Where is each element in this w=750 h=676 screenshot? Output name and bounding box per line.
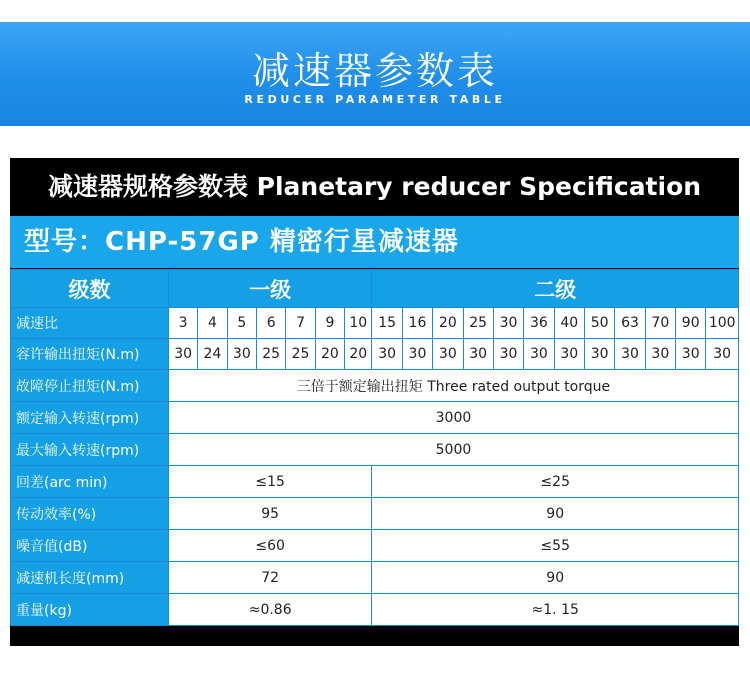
page-subtitle: REDUCER PARAMETER TABLE xyxy=(244,93,506,106)
torque-label: 容许输出扭矩(N.m) xyxy=(11,339,169,370)
weight-row xyxy=(11,594,739,626)
stage-row xyxy=(11,270,739,308)
rated-speed-row xyxy=(11,402,739,434)
torque-cell: 30 xyxy=(645,339,675,370)
torque-cell: 30 xyxy=(676,339,706,370)
ratio-cell: 30 xyxy=(493,308,523,339)
ratio-cell: 7 xyxy=(286,308,315,339)
length-row xyxy=(11,562,739,594)
torque-cell: 30 xyxy=(554,339,584,370)
length-label: 减速机长度(mm) xyxy=(11,562,169,594)
torque-cell: 30 xyxy=(168,339,197,370)
noise-stage-2: ≤55 xyxy=(372,530,739,562)
spec-title: 减速器规格参数表 Planetary reducer Specification xyxy=(47,172,702,201)
ratio-cell: 5 xyxy=(227,308,256,339)
ratio-cell: 25 xyxy=(463,308,493,339)
torque-row xyxy=(11,339,739,370)
max-speed-label: 最大输入转速(rpm) xyxy=(11,434,169,466)
weight-label: 重量(kg) xyxy=(11,594,169,626)
stage-label: 级数 xyxy=(11,270,169,308)
ratio-cell: 16 xyxy=(402,308,432,339)
torque-cell: 20 xyxy=(345,339,372,370)
page-title: 减速器参数表 xyxy=(251,49,498,93)
efficiency-label: 传动效率(%) xyxy=(11,498,169,530)
ratio-cell: 4 xyxy=(198,308,227,339)
parameter-table xyxy=(10,269,739,626)
fault-torque-row xyxy=(11,370,739,402)
ratio-cell: 6 xyxy=(257,308,286,339)
ratio-cell: 70 xyxy=(645,308,675,339)
ratio-cell: 100 xyxy=(706,308,739,339)
torque-cell: 25 xyxy=(257,339,286,370)
torque-cell: 30 xyxy=(372,339,402,370)
torque-cell: 30 xyxy=(584,339,614,370)
torque-cell: 30 xyxy=(402,339,432,370)
torque-cell: 30 xyxy=(493,339,523,370)
rated-speed-value: 3000 xyxy=(168,402,738,434)
ratio-cell: 90 xyxy=(676,308,706,339)
rated-speed-label: 额定输入转速(rpm) xyxy=(11,402,169,434)
efficiency-stage-1: 95 xyxy=(168,498,372,530)
ratio-label: 减速比 xyxy=(11,308,169,339)
stage-2-header: 二级 xyxy=(372,270,739,308)
torque-cell: 24 xyxy=(198,339,227,370)
backlash-row xyxy=(11,466,739,498)
fault-torque-value: 三倍于额定输出扭矩 Three rated output torque xyxy=(168,370,738,402)
weight-stage-1: ≈0.86 xyxy=(168,594,372,626)
torque-cell: 25 xyxy=(286,339,315,370)
backlash-stage-1: ≤15 xyxy=(168,466,372,498)
ratio-cell: 36 xyxy=(524,308,554,339)
ratio-cell: 10 xyxy=(345,308,372,339)
ratio-cell: 63 xyxy=(615,308,645,339)
efficiency-row xyxy=(11,498,739,530)
ratio-cell: 15 xyxy=(372,308,402,339)
backlash-label: 回差(arc min) xyxy=(11,466,169,498)
torque-cell: 30 xyxy=(227,339,256,370)
torque-cell: 20 xyxy=(315,339,344,370)
ratio-cell: 40 xyxy=(554,308,584,339)
model-title: 型号：CHP-57GP 精密行星减速器 xyxy=(10,216,739,268)
noise-row xyxy=(11,530,739,562)
ratio-cell: 9 xyxy=(315,308,344,339)
noise-label: 噪音值(dB) xyxy=(11,530,169,562)
ratio-row xyxy=(11,308,739,339)
ratio-cell: 20 xyxy=(433,308,463,339)
torque-cell: 30 xyxy=(706,339,739,370)
fault-torque-label: 故障停止扭矩(N.m) xyxy=(11,370,169,402)
backlash-stage-2: ≤25 xyxy=(372,466,739,498)
stage-1-header: 一级 xyxy=(168,270,372,308)
efficiency-stage-2: 90 xyxy=(372,498,739,530)
max-speed-row xyxy=(11,434,739,466)
ratio-cell: 50 xyxy=(584,308,614,339)
length-stage-2: 90 xyxy=(372,562,739,594)
torque-cell: 30 xyxy=(615,339,645,370)
torque-cell: 30 xyxy=(463,339,493,370)
noise-stage-1: ≤60 xyxy=(168,530,372,562)
weight-stage-2: ≈1. 15 xyxy=(372,594,739,626)
max-speed-value: 5000 xyxy=(168,434,738,466)
spec-table-frame xyxy=(10,158,739,646)
length-stage-1: 72 xyxy=(168,562,372,594)
ratio-cell: 3 xyxy=(168,308,197,339)
torque-cell: 30 xyxy=(524,339,554,370)
torque-cell: 30 xyxy=(433,339,463,370)
